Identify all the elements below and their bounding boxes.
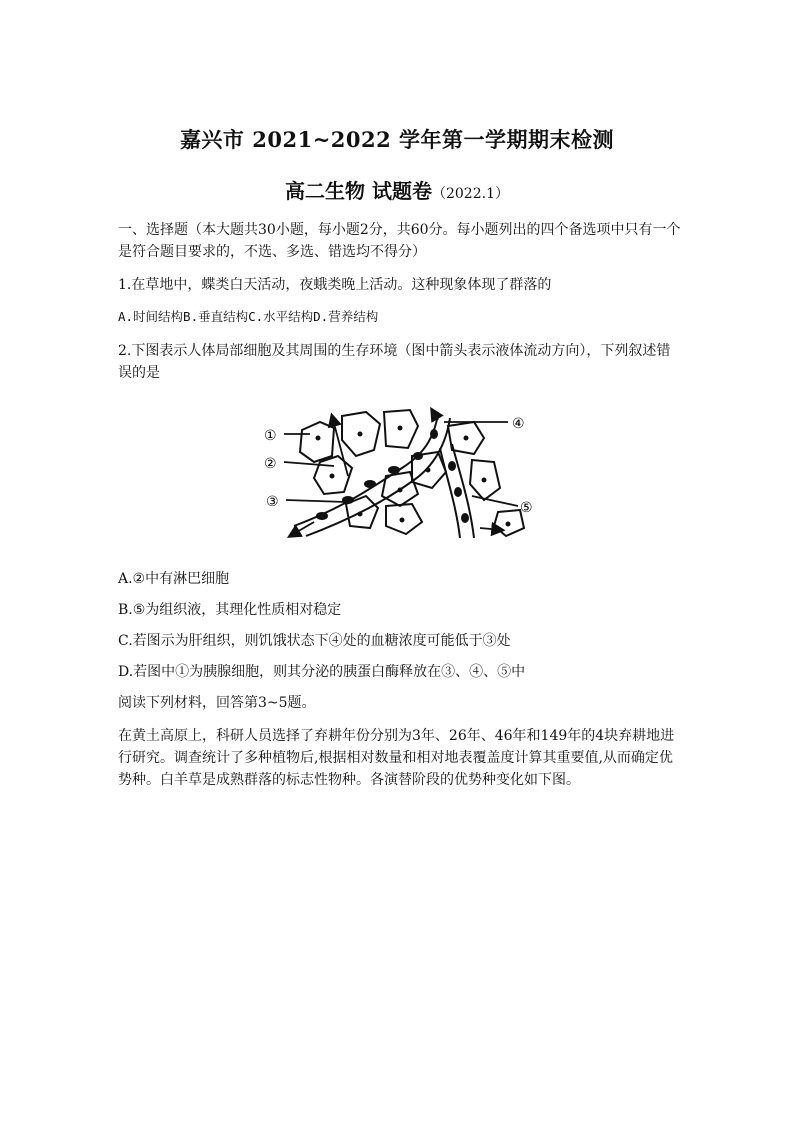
question-2-option-b: B.⑤为组织液，其理化性质相对稳定 xyxy=(118,602,342,618)
figure-label-2: ② xyxy=(264,456,277,472)
question-2-option-c: C.若图示为肝组织，则饥饿状态下④处的血糖浓度可能低于③处 xyxy=(118,633,511,649)
question-1-stem: 1.在草地中，蝶类白天活动，夜蛾类晚上活动。这种现象体现了群落的 xyxy=(118,277,552,293)
flow-arrow xyxy=(332,416,348,476)
cell-shape xyxy=(300,422,334,462)
question-2-option-a: A.②中有淋巴细胞 xyxy=(118,571,230,587)
exam-title: 嘉兴市 2021~2022 学年第一学期期末检测 xyxy=(179,127,615,152)
material-lead: 阅读下列材料，回答第3~5题。 xyxy=(118,695,316,711)
section-instructions: 一、选择题（本大题共30小题，每小题2分，共60分。每小题列出的四个备选项中只有一个是符合题目要求的，不选、多选、错选均不得分） xyxy=(118,222,681,260)
question-2-option-d: D.若图中①为胰腺细胞，则其分泌的胰蛋白酶释放在③、④、⑤中 xyxy=(118,664,526,680)
exam-date: （2022.1） xyxy=(431,186,509,202)
figure-label-3: ③ xyxy=(266,494,279,510)
question-2-stem: 2.下图表示人体局部细胞及其周围的生存环境（图中箭头表示液体流动方向），下列叙述错误的是 xyxy=(118,343,671,381)
figure-label-5: ⑤ xyxy=(520,500,533,516)
tissue-diagram-svg xyxy=(262,404,542,542)
subtitle-text: 高二生物 试题卷 xyxy=(285,179,432,203)
tissue-diagram xyxy=(262,404,542,542)
figure-label-1: ① xyxy=(264,428,277,444)
exam-subtitle xyxy=(0,175,794,204)
material-body: 在黄土高原上，科研人员选择了弃耕年份分别为3年、26年、46年和149年的4块弃耕地进行研究。调查统计了多种植物后,根据相对数量和相对地表覆盖度计算其重要值,从而确定优势种。白羊草是成熟群落的标志性物种。各演替阶段的优势种变化如下图。 xyxy=(118,728,675,788)
question-1-options: A.时间结构B.垂直结构C.水平结构D.营养结构 xyxy=(118,309,379,324)
flow-arrow xyxy=(480,528,502,530)
figure-label-4: ④ xyxy=(512,416,525,432)
